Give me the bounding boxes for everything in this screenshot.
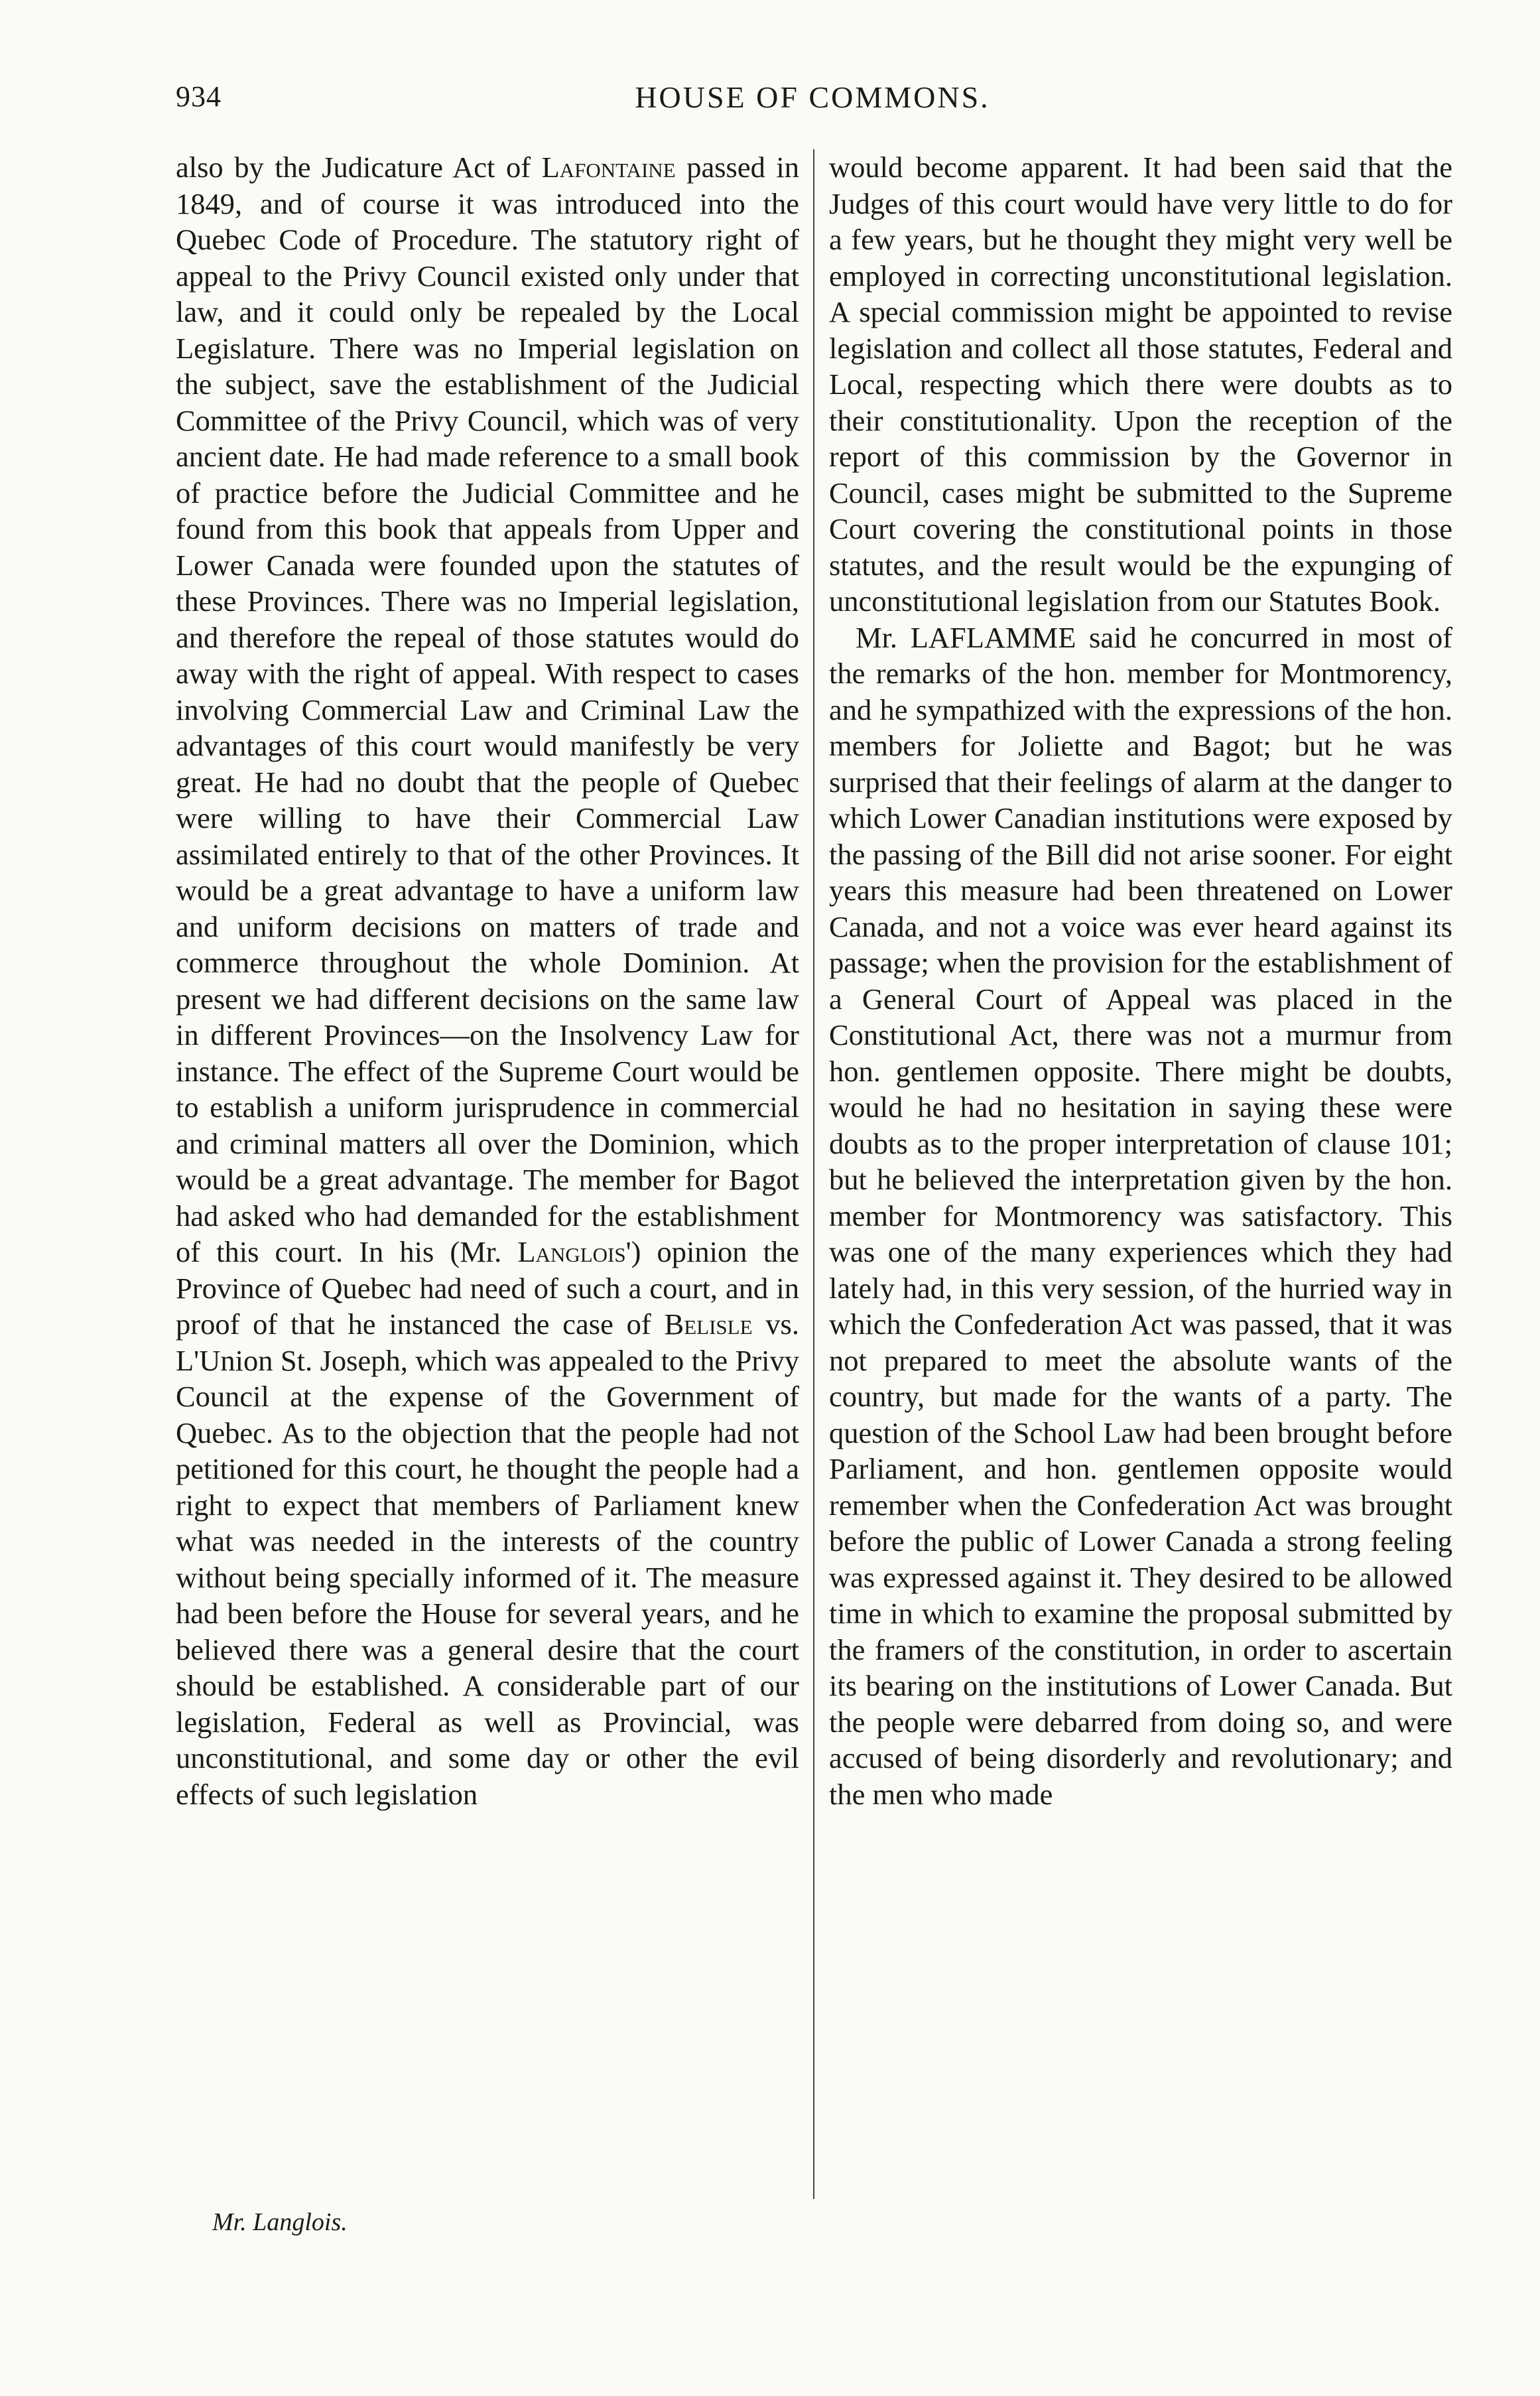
speaker-footer: Mr. Langlois. [212, 2208, 348, 2236]
right-paragraph: Mr. LAFLAMME said he concurred in most of the remarks of the hon. member for Montmorency, and he sympathized with the expressions of the hon. members for Joliette and Bagot; but he was surprised that their feelings of alarm at the danger to which Lower Canadian institutions were exposed by the passing of the Bill did not arise sooner. For eight years this measure had been threatened on Lower Canada, and not a voice was ever heard against its passage; when the provision for the establishment of a General Court of Appeal was placed in the Constitutional Act, there was not a murmur from hon. gentlemen opposite. There might be doubts, would he had no hesitation in saying these were doubts as to the proper interpretation of clause 101; but he believed the interpretation given by the hon. member for Montmorency was satisfactory. This was one of the many experiences which they had lately had, in this very session, of the hurried way in which the Confederation Act was passed, that it was not prepared to meet the absolute wants of the country, but made for the wants of a party. The question of the School Law had been brought before Parliament, and hon. gentlemen opposite would remember when the Confederation Act was brought before the public of Lower Canada a strong feeling was expressed against it. They desired to be allowed time in which to examine the proposal submitted by the framers of the constitution, in order to ascertain its bearing on the institutions of Lower Canada. But the people were debarred from doing so, and were accused of being disorderly and revolutionary; and the men who made [829, 620, 1452, 1811]
text-run: ') opinion the Province of Quebec had need of such a court, and in proof of that he instanced the case of [176, 1235, 799, 1341]
left-column [176, 149, 799, 2192]
proper-name: Belisle [664, 1307, 753, 1341]
column-divider [813, 149, 814, 2199]
text-run: also by the Judicature Act of [176, 151, 542, 184]
page-number: 934 [176, 80, 222, 113]
right-paragraph: would become apparent. It had been said that the Judges of this court would have very little to do for a few years, but he thought they might very well be employed in correcting unconstitutional legislation. A special commission might be appointed to revise legislation and collect all those statutes, Federal and Local, respecting which there were doubts as to their constitutionality. Upon the reception of the report of this commission by the Governor in Council, cases might be submitted to the Supreme Court covering the constitutional points in those statutes, and the result would be the expunging of unconstitutional legislation from our Statutes Book. [829, 151, 1452, 618]
running-title: HOUSE OF COMMONS. [635, 80, 990, 114]
text-run: passed in 1849, and of course it was introduced into the Quebec Code of Procedure. The statutory right of appeal to the Privy Council existed only under that law, and it could only be repealed by the Local Legislature. There was no Imperial legislation on the subject, save the establishment of the Judicial Committee of the Privy Council, which was of very ancient date. He had made reference to a small book of practice before the Judicial Committee and he found from this book that appeals from Upper and Lower Canada were founded upon the statutes of these Provinces. There was no Imperial legislation, and therefore the repeal of those statutes would do away with the right of appeal. With respect to cases involving Commercial Law and Criminal Law the advantages of this court would manifestly be very great. He had no doubt that the people of Quebec were willing to have their Commercial Law assimilated entirely to that of the other Provinces. It would be a great advantage to have a uniform law and uniform decisions on matters of trade and commerce throughout the whole Dominion. At present we had different decisions on the same law in different Provinces—on the Insolvency Law for instance. The effect of the Supreme Court would be to establish a uniform jurisprudence in commercial and criminal matters all over the Dominion, which would be a great advantage. The member for Bagot had asked who had demanded for the establishment of this court. In his (Mr. [176, 151, 799, 1268]
right-column [829, 149, 1452, 2192]
proper-name: Langlois [517, 1235, 626, 1268]
proper-name: Lafontaine [541, 151, 676, 184]
left-paragraph [176, 149, 799, 1812]
page-header [176, 80, 1449, 126]
text-run: vs. L'Union St. Joseph, which was appealed to the Privy Council at the expense of the Government of Quebec. As to the objection that the people had not petitioned for this court, he thought the people had a right to expect that members of Parliament knew what was needed in the interests of the country without being specially informed of it. The measure had been before the House for several years, and he believed there was a general desire that the court should be established. A considerable part of our legislation, Federal as well as Provincial, was unconstitutional, and some day or other the evil effects of such legislation [176, 1307, 799, 1811]
